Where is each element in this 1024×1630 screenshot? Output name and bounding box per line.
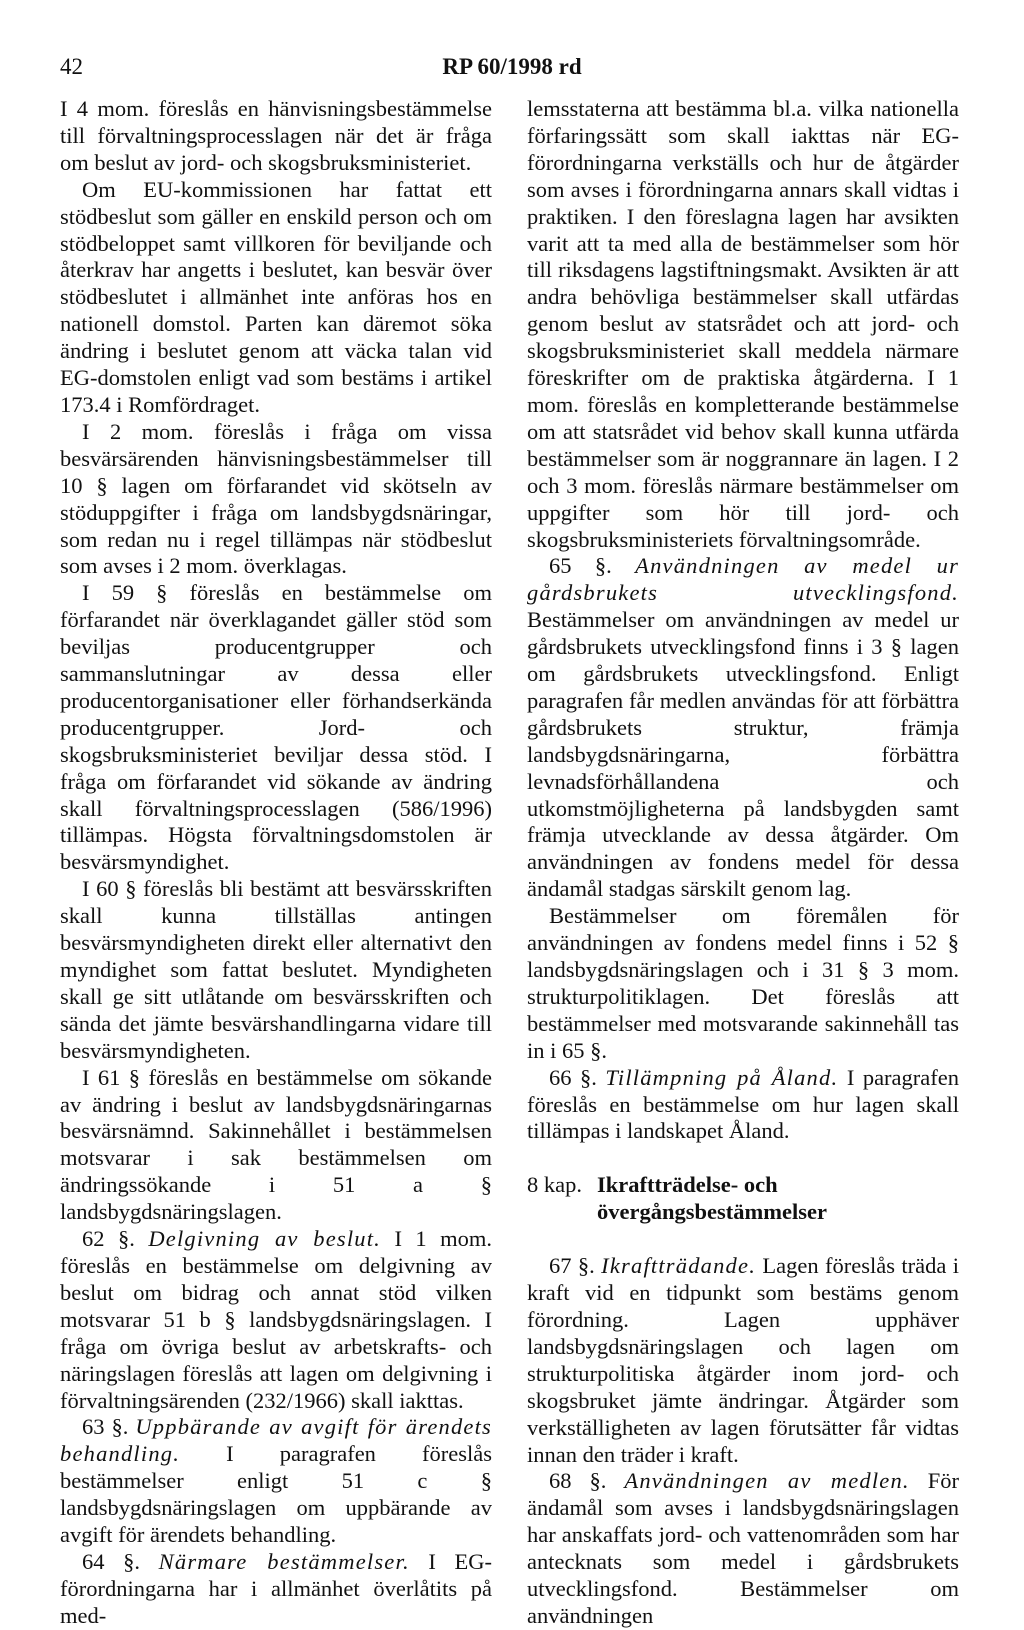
section-63 xyxy=(60,1414,492,1549)
section-text: I EG-förordningarna har i allmänhet överlåtits på med- xyxy=(60,1548,493,1628)
right-column xyxy=(527,96,959,1630)
paragraph: Bestämmelser om föremålen för användningen av fondens medel finns i 52 § landsbygdsnäringslagen och i 31 § 3 mom. strukturpolitiklagen. Det föreslås att bestämmelser med motsvarande sakinnehåll tas in i 65 §. xyxy=(527,903,959,1063)
section-number: 62 §. xyxy=(82,1226,135,1252)
section-number: 64 §. xyxy=(82,1548,141,1574)
chapter-label: 8 kap. xyxy=(527,1172,582,1198)
section-number: 68 §. xyxy=(549,1468,607,1494)
section-heading: Uppbärande av avgift för ärendets behandling. xyxy=(60,1414,492,1467)
section-62 xyxy=(60,1226,492,1414)
section-heading: Närmare bestämmelser. xyxy=(158,1548,410,1574)
chapter-heading xyxy=(527,1172,959,1226)
section-67 xyxy=(527,1253,959,1468)
section-text: Bestämmelser om användningen av medel ur gårdsbrukets utvecklingsfond finns i 3 § lagen om gårdsbrukets utvecklingsfond. Enligt paragrafen får medlen användas för att förbättra gårdsbrukets struktur, främja landsbygdsnäringarna, förbättra levnadsförhållandena och utkomstmöjligheterna på landsbygden samt främja utvecklande av dessa åtgärder. Om användningen av fondens medel för dessa ändamål stadgas särskilt genom lag. xyxy=(527,607,959,902)
running-title: RP 60/1998 rd xyxy=(442,54,582,79)
section-heading: Delgivning av beslut. xyxy=(148,1226,382,1252)
chapter-title: Ikraftträdelse- och övergångsbestämmelser xyxy=(597,1172,827,1225)
section-heading: Tillämpning på Åland. xyxy=(605,1064,839,1090)
paragraph: Om EU-kommissionen har fattat ett stödbeslut som gäller en enskild person och om stödbeloppet samt villkoren för beviljande och återkrav har angetts i beslutet, kan besvär över stödbeslutet i allmänhet inte anföras hos en nationell domstol. Parten kan däremot söka ändring i beslutet genom att väcka talan vid EG-domstolen enligt vad som bestäms i artikel 173.4 i Romfördraget. xyxy=(60,176,492,417)
section-heading: Ikraftträdande. xyxy=(601,1253,757,1279)
paragraph: I 59 § föreslås en bestämmelse om förfarandet när överklagandet gäller stöd som beviljas producentgrupper och sammanslutningar av dessa eller producentorganisationer eller förhandserkända producentgrupper. Jord- och skogsbruksministeriet beviljar dessa stöd. I fråga om förfarandet vid sökande av ändring skall förvaltningsprocesslagen (586/1996) tillämpas. Högsta förvaltningsdomstolen är besvärsmyndighet. xyxy=(60,580,492,875)
section-66 xyxy=(527,1065,959,1146)
paragraph: I 60 § föreslås bli bestämt att besvärsskriften skall kunna tillställas antingen besvärsmyndigheten direkt eller alternativt den myndighet som fattat beslutet. Myndigheten skall ge sitt utlåtande om besvärsskriften och sända det jämte besvärshandlingarna vidare till besvärsmyndigheten. xyxy=(60,876,492,1063)
section-text: I paragrafen föreslås en bestämmelse om hur lagen skall tillämpas i landskapet Åland. xyxy=(527,1064,959,1144)
section-number: 65 §. xyxy=(549,553,612,579)
section-65 xyxy=(527,553,959,903)
page-number: 42 xyxy=(60,54,83,79)
section-number: 66 §. xyxy=(549,1064,597,1090)
section-text: I 1 mom. föreslås en bestämmelse om delgivning av beslut om bidrag och annat stöd vilken motsvarar 51 b § landsbygdsnäringslagen. I fråga om övriga beslut av arbetskrafts- och näringslagen föreslås att lagen om delgivning i förvaltningsärenden (232/1966) skall iakttas. xyxy=(60,1226,493,1413)
section-heading: Användningen av medel ur gårdsbrukets utvecklingsfond. xyxy=(527,553,960,606)
paragraph: I 4 mom. föreslås en hänvisningsbestämmelse till förvaltningsprocesslagen när det är fråga om beslut av jord- och skogsbruksministeriet. xyxy=(60,96,492,175)
left-column xyxy=(60,96,492,1630)
continued-paragraph: lemsstaterna att bestämma bl.a. vilka nationella förfaringssätt som skall iakttas när EG-förordningarna verkställs och hur de åtgärder som avses i förordningarna annars skall vidtas i praktiken. I den föreslagna lagen har avsikten varit att ta med alla de bestämmelser som hör till riksdagens lagstiftningsmakt. Avsikten är att andra behövliga bestämmelser skall utfärdas genom beslut av statsrådet och att jord- och skogsbruksministeriet skall meddela närmare föreskrifter om de praktiska åtgärderna. I 1 mom. föreslås en kompletterande bestämmelse om att statsrådet vid behov skall kunna utfärda bestämmelser som är noggrannare än lagen. I 2 och 3 mom. föreslås närmare bestämmelser om uppgifter som hör till jord- och skogsbruksministeriets förvaltningsområde. xyxy=(527,96,959,552)
section-text: För ändamål som avses i landsbygdsnäringslagen har anskaffats jord- och vattenområden som har antecknats som medel i gårdsbrukets utvecklingsfond. Bestämmelser om användningen xyxy=(527,1468,960,1628)
paragraph: I 61 § föreslås en bestämmelse om sökande av ändring i beslut av landsbygdsnäringarnas besvärsnämnd. Sakinnehållet i bestämmelsen motsvarar i sak bestämmelsen om ändringssökande i 51 a § landsbygdsnäringslagen. xyxy=(60,1064,492,1225)
section-64 xyxy=(60,1549,492,1630)
section-number: 67 §. xyxy=(549,1253,595,1279)
section-68 xyxy=(527,1468,959,1629)
section-number: 63 §. xyxy=(82,1414,129,1440)
paragraph: I 2 mom. föreslås i fråga om vissa besvärsärenden hänvisningsbestämmelser till 10 § lagen om förfarandet vid skötseln av stöduppgifter i fråga om landsbygdsnäringar, som redan nu i regel tillämpas när stödbeslut som avses i 2 mom. överklagas. xyxy=(60,418,492,579)
section-text: I paragrafen föreslås bestämmelser enligt 51 c § landsbygdsnäringslagen om uppbärande av avgift för ärendets behandling. xyxy=(60,1441,492,1548)
section-text: Lagen föreslås träda i kraft vid en tidpunkt som bestäms genom förordning. Lagen upphäver landsbygdsnäringslagen och lagen om strukturpolitiska åtgärder inom jord- och skogsbruket jämte ändringar. Åtgärder som verkställigheten av lagen förutsätter får vidtas innan den träder i kraft. xyxy=(527,1253,959,1467)
section-heading: Användningen av medlen. xyxy=(624,1468,910,1494)
